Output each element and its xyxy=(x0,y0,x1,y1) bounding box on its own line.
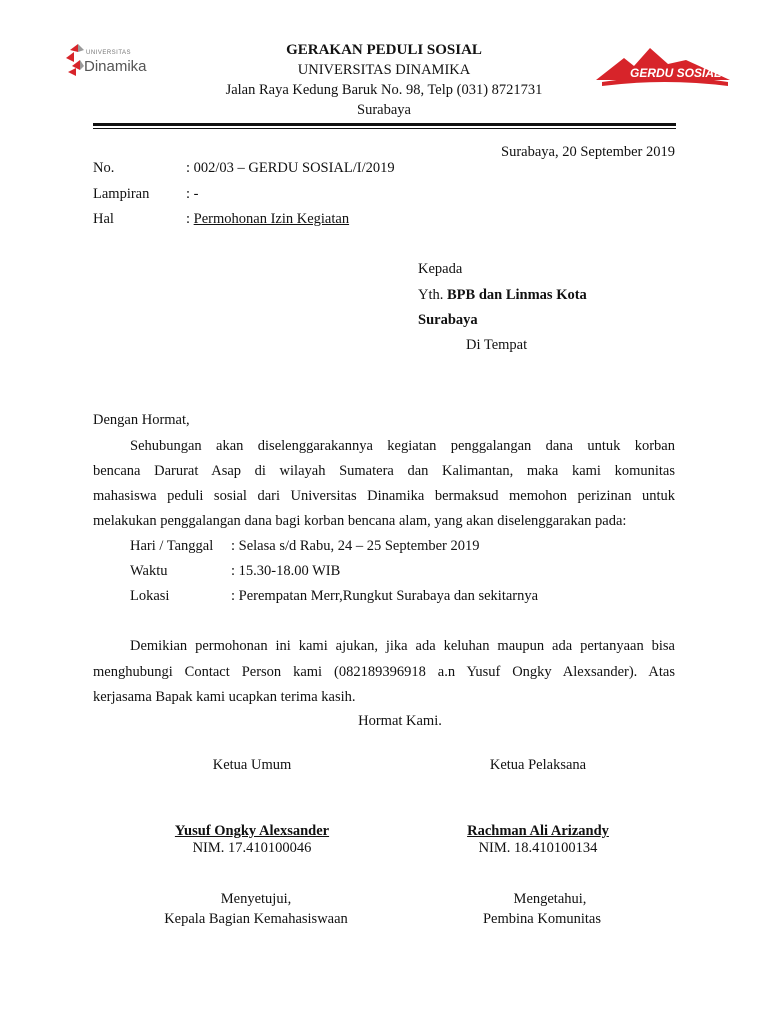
signature-right-nim: NIM. 18.410100134 xyxy=(478,840,598,856)
header-rule-thick xyxy=(93,123,676,126)
logo-left-small-text: UNIVERSITAS xyxy=(86,50,132,56)
recipient-line1 xyxy=(418,287,587,304)
paragraph-2-line-2: menghubungi Contact Person kami (082189396918 a.n Yusuf Ongky Alexsander). Atas xyxy=(93,664,675,680)
detail-date-label: Hari / Tanggal xyxy=(130,538,214,554)
recipient-kepada: Kepada xyxy=(418,261,463,277)
paragraph-1-line-4: melakukan penggalangan dana bagi korban bencana alam, yang akan diselenggarakan pada: xyxy=(93,513,627,529)
recipient-place: Di Tempat xyxy=(466,337,528,353)
signature-right-name-wrap xyxy=(418,823,658,840)
recipient-name-2 xyxy=(418,312,478,329)
meta-hal-label: Hal xyxy=(93,211,114,227)
detail-location-label: Lokasi xyxy=(130,588,170,604)
approval-right-line2: Pembina Komunitas xyxy=(482,911,601,927)
closing: Hormat Kami. xyxy=(358,713,442,729)
approval-right-line1: Mengetahui, xyxy=(513,891,587,907)
recipient-yth: Yth. xyxy=(418,287,447,303)
header-rule-thin xyxy=(93,128,676,129)
signature-left-name: Yusuf Ongky Alexsander xyxy=(174,823,330,839)
signature-right-name: Rachman Ali Arizandy xyxy=(467,823,609,839)
meta-no-label: No. xyxy=(93,160,115,176)
meta-hal-value-wrap xyxy=(186,211,349,228)
city: Surabaya xyxy=(357,102,411,118)
detail-time-label: Waktu xyxy=(130,563,168,579)
paragraph-1-line-2: bencana Darurat Asap di wilayah Sumatera dan Kalimantan, maka kami komunitas xyxy=(93,463,675,479)
address: Jalan Raya Kedung Baruk No. 98, Telp (031) 8721731 xyxy=(225,82,543,98)
meta-lampiran-value: : - xyxy=(186,186,199,202)
meta-hal-colon: : xyxy=(186,211,194,227)
paragraph-2-line-1: Demikian permohonan ini kami ajukan, jika ada keluhan maupun ada pertanyaan bisa xyxy=(130,638,675,654)
signature-right-role: Ketua Pelaksana xyxy=(489,757,587,773)
logo-left-name: Dinamika xyxy=(84,58,147,75)
recipient-name-2-text: Surabaya xyxy=(418,312,478,328)
university-name: UNIVERSITAS DINAMIKA xyxy=(297,62,471,78)
detail-time-value: : 15.30-18.00 WIB xyxy=(231,563,341,579)
signature-left-nim: NIM. 17.410100046 xyxy=(192,840,312,856)
paragraph-1-line-1: Sehubungan akan diselenggarakannya kegiatan penggalangan dana untuk korban xyxy=(130,438,675,454)
paragraph-1-line-3: mahasiswa peduli sosial dari Universitas Dinamika bermaksud memohon perizinan untuk xyxy=(93,488,675,504)
logo-right-text: GERDU SOSIAL xyxy=(630,66,722,80)
signature-left-role: Ketua Umum xyxy=(212,757,292,773)
meta-hal-value: Permohonan Izin Kegiatan xyxy=(193,211,350,227)
detail-date-value: : Selasa s/d Rabu, 24 – 25 September 2019 xyxy=(231,538,480,554)
meta-lampiran-label: Lampiran xyxy=(93,186,150,202)
meta-no-value: : 002/03 – GERDU SOSIAL/I/2019 xyxy=(186,160,395,176)
org-title: GERAKAN PEDULI SOSIAL xyxy=(286,42,482,58)
signature-left-name-wrap xyxy=(132,823,372,840)
letter-date: Surabaya, 20 September 2019 xyxy=(501,144,675,160)
greeting: Dengan Hormat, xyxy=(93,412,190,428)
detail-location-value: : Perempatan Merr,Rungkut Surabaya dan sekitarnya xyxy=(231,588,539,604)
approval-left-line2: Kepala Bagian Kemahasiswaan xyxy=(164,911,348,927)
approval-left-line1: Menyetujui, xyxy=(220,891,292,907)
paragraph-2-line-3: kerjasama Bapak kami ucapkan terima kasih. xyxy=(93,689,356,705)
recipient-name-1: BPB dan Linmas Kota xyxy=(447,287,587,303)
